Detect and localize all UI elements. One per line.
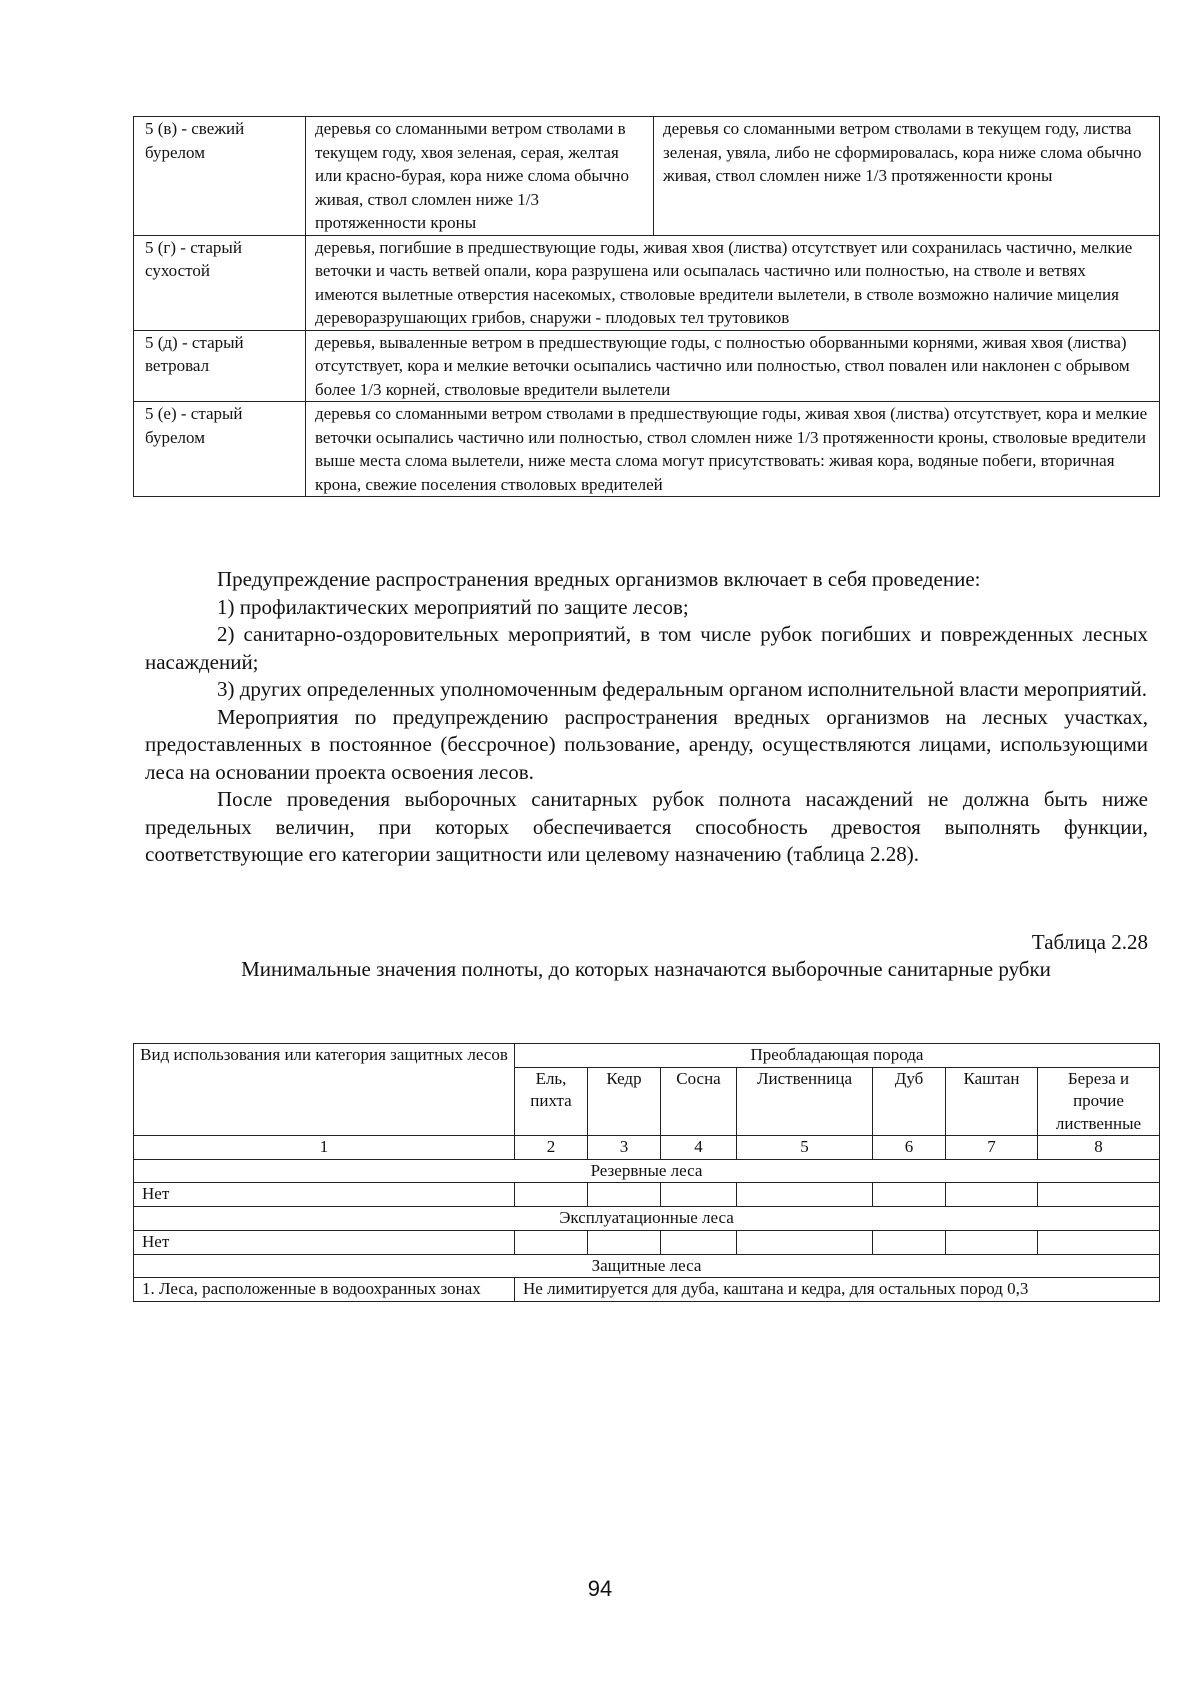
table-caption: Минимальные значения полноты, до которых назначаются выборочные санитарные рубки: [241, 957, 1051, 981]
column-number: 1: [134, 1136, 515, 1160]
description-cell: деревья, вываленные ветром в предшествующие годы, с полностью оборванными корнями, живая хвоя (листва) отсутствует, кора и мелкие веточки осыпались частично или полностью, ствол повален или наклонен с обрывом более 1/3 корней, стволовые вредители вылетели: [306, 330, 1160, 402]
paragraph: 1) профилактических мероприятий по защите лесов;: [217, 594, 689, 619]
tree-condition-table: [133, 116, 1160, 497]
category-cell: 5 (г) - старый сухостой: [134, 235, 306, 330]
column-number: 3: [588, 1136, 661, 1160]
table-number: Таблица 2.28: [1031, 930, 1148, 954]
table-row: [134, 402, 1160, 497]
header-category: Вид использования или категория защитных лесов: [134, 1044, 515, 1136]
section-row: [134, 1254, 1160, 1278]
header-species: Дуб: [873, 1067, 946, 1136]
description-cell: деревья, погибшие в предшествующие годы, живая хвоя (листва) отсутствует или сохранилась частично, мелкие веточки и часть ветвей опали, кора разрушена или осыпалась частично или полностью, на стволе и ветвях имеются вылетные отверстия насекомых, стволовые вредители вылетели, в стволе возможно наличие мицелия дереворазрушающих грибов, снаружи - плодовых тел трутовиков: [306, 235, 1160, 330]
column-number: 6: [873, 1136, 946, 1160]
header-species: Каштан: [946, 1067, 1038, 1136]
section-title: Резервные леса: [134, 1159, 1160, 1183]
table-row: [134, 1278, 1160, 1302]
table-row: [134, 330, 1160, 402]
column-number: 8: [1038, 1136, 1160, 1160]
conifer-description-cell: деревья со сломанными ветром стволами в текущем году, хвоя зеленая, серая, желтая или красно-бурая, кора ниже слома обычно живая, ствол сломлен ниже 1/3 протяженности кроны: [306, 117, 654, 236]
paragraph: После проведения выборочных санитарных рубок полнота насаждений не должна быть ниже предельных величин, при которых обеспечивается способность древостоя выполнять функции, соответствующие его категории защитности или целевому назначению (таблица 2.28).: [145, 787, 1148, 866]
row-label: Нет: [134, 1183, 515, 1207]
column-number: 5: [737, 1136, 873, 1160]
table-row: [134, 1230, 1160, 1254]
description-cell: деревья со сломанными ветром стволами в предшествующие годы, живая хвоя (листва) отсутствует, кора и мелкие веточки осыпались частично или полностью, ствол сломлен ниже 1/3 протяженности кроны, стволовые вредители выше места слома вылетели, ниже места слома могут присутствовать: живая кора, водяные побеги, вторичная крона, свежие поселения стволовых вредителей: [306, 402, 1160, 497]
header-species: Сосна: [661, 1067, 737, 1136]
row-label: Нет: [134, 1230, 515, 1254]
header-species-group: Преобладающая порода: [515, 1044, 1160, 1068]
section-title: Защитные леса: [134, 1254, 1160, 1278]
header-species: Кедр: [588, 1067, 661, 1136]
header-species: Ель, пихта: [515, 1067, 588, 1136]
table-header-row: [134, 1044, 1160, 1068]
category-cell: 5 (д) - старый ветровал: [134, 330, 306, 402]
column-number: 7: [946, 1136, 1038, 1160]
table-row: [134, 117, 1160, 236]
deciduous-description-cell: деревья со сломанными ветром стволами в текущем году, листва зеленая, увяла, либо не сформировалась, кора ниже слома обычно живая, ствол сломлен ниже 1/3 протяженности кроны: [654, 117, 1160, 236]
paragraph: 2) санитарно-оздоровительных мероприятий, в том числе рубок погибших и поврежденных лесных насаждений;: [145, 622, 1148, 674]
row-value: Не лимитируется для дуба, каштана и кедра, для остальных пород 0,3: [515, 1278, 1160, 1302]
header-species: Береза и прочие лиственные: [1038, 1067, 1160, 1136]
min-density-table: [133, 1043, 1160, 1302]
column-number: 2: [515, 1136, 588, 1160]
section-row: [134, 1159, 1160, 1183]
header-species: Лиственница: [737, 1067, 873, 1136]
table-row: [134, 235, 1160, 330]
table-row: [134, 1183, 1160, 1207]
page-number: 94: [587, 1576, 613, 1601]
column-number: 4: [661, 1136, 737, 1160]
paragraph: Мероприятия по предупреждению распространения вредных организмов на лесных участках, предоставленных в постоянное (бессрочное) пользование, аренду, осуществляются лицами, использующими леса на основании проекта освоения лесов.: [145, 704, 1148, 784]
category-cell: 5 (в) - свежий бурелом: [134, 117, 306, 236]
section-title: Эксплуатационные леса: [134, 1207, 1160, 1231]
category-cell: 5 (е) - старый бурелом: [134, 402, 306, 497]
body-text: [145, 566, 1148, 869]
column-number-row: [134, 1136, 1160, 1160]
row-label: 1. Леса, расположенные в водоохранных зонах: [134, 1278, 515, 1302]
paragraph: Предупреждение распространения вредных организмов включает в себя проведение:: [217, 567, 981, 591]
paragraph: 3) других определенных уполномоченным федеральным органом исполнительной власти мероприятий.: [217, 677, 1147, 701]
section-row: [134, 1207, 1160, 1231]
